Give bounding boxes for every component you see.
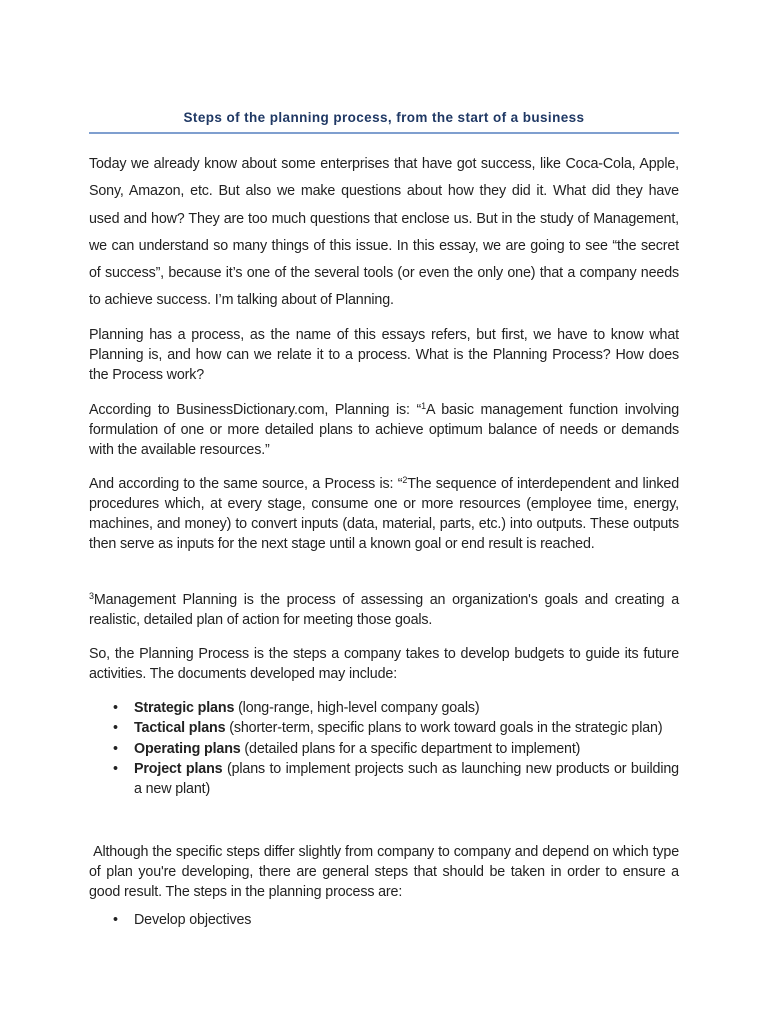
- list-item: [89, 739, 679, 759]
- management-planning-paragraph: [89, 590, 679, 630]
- planning-process-paragraph: Planning has a process, as the name of this essays refers, but first, we have to know what Planning is, and how can we relate it to a process. What is the Planning Process? How does the Process work?: [89, 327, 679, 383]
- plan-desc: (long-range, high-level company goals): [234, 700, 480, 716]
- planning-definition-paragraph: [89, 400, 679, 460]
- list-item: [89, 910, 679, 930]
- text: Management Planning is the process of assessing an organization's goals and creating a realistic, detailed plan of action for meeting those goals.: [89, 592, 679, 628]
- text: And according to the same source, a Process is: “: [89, 476, 403, 492]
- bullet-icon: •: [113, 760, 118, 777]
- documents-paragraph: So, the Planning Process is the steps a company takes to develop budgets to guide its future activities. The documents developed may include:: [89, 646, 679, 682]
- footnote-ref-2: 2: [402, 475, 408, 485]
- list-item: [89, 759, 679, 800]
- plan-name: Project plans: [134, 760, 223, 777]
- plan-name: Tactical plans: [134, 720, 226, 737]
- steps-list: [89, 910, 679, 930]
- plan-types-list: [89, 698, 679, 799]
- text: The sequence of interdependent and linked procedures which, at every stage, consume one or more resources (employee time, energy, machines, and money) to convert inputs (data, material, parts, etc.) into outputs. These outputs then serve as inputs for the next stage until a known goal or end result is reached.: [89, 476, 679, 552]
- bullet-icon: •: [113, 700, 118, 716]
- plan-desc: (shorter-term, specific plans to work toward goals in the strategic plan): [225, 720, 663, 737]
- plan-desc: (detailed plans for a specific department to implement): [240, 740, 581, 757]
- bullet-icon: •: [113, 912, 118, 928]
- plan-name: Strategic plans: [134, 700, 235, 716]
- bullet-icon: •: [113, 720, 118, 737]
- document-title: Steps of the planning process, from the start of a business: [183, 110, 585, 125]
- text: A basic management function involving formulation of one or more detailed plans to achieve optimum balance of needs or demands with the available resources.”: [89, 402, 679, 458]
- step-text: Develop objectives: [134, 912, 252, 928]
- title-underline: [89, 132, 679, 134]
- footnote-ref-1: 1: [421, 401, 426, 411]
- footnote-ref-3: 3: [89, 591, 94, 601]
- plan-name: Operating plans: [134, 740, 241, 757]
- intro-paragraph: Today we already know about some enterprises that have got success, like Coca-Cola, Apple, Sony, Amazon, etc. But also we make questions about how they did it. What did they have used and how? They are too much questions that enclose us. But in the study of Management, we can understand so many things of this issue. In this essay, we are going to see “the secret of success”, because it’s one of the several tools (or even the only one) that a company needs to achieve success. I’m talking about of Planning.: [89, 156, 679, 309]
- bullet-icon: •: [113, 740, 118, 757]
- list-item: [89, 718, 679, 738]
- plan-desc: (plans to implement projects such as launching new products or building a new plant): [134, 760, 679, 798]
- text: According to BusinessDictionary.com, Planning is: “: [89, 402, 422, 418]
- steps-intro-paragraph: Although the specific steps differ slightly from company to company and depend on which type of plan you're developing, there are general steps that should be taken in order to ensure a good result. The steps in the planning process are:: [89, 844, 683, 900]
- list-item: [89, 698, 679, 718]
- process-definition-paragraph: [89, 474, 679, 554]
